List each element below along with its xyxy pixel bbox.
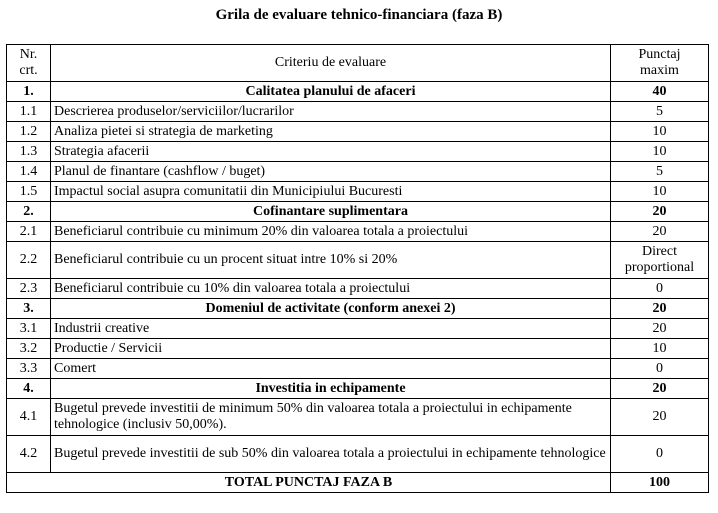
row-number: 2.2 bbox=[7, 242, 51, 279]
header-nr bbox=[7, 45, 51, 82]
row-criterion: Impactul social asupra comunitatii din Municipiului Bucuresti bbox=[51, 182, 611, 202]
header-punctaj-line1: Punctaj bbox=[638, 47, 681, 62]
row-points: 20 bbox=[611, 399, 709, 436]
evaluation-table bbox=[6, 44, 709, 493]
total-label: TOTAL PUNCTAJ FAZA B bbox=[7, 473, 611, 493]
row-points: 10 bbox=[611, 122, 709, 142]
row-criterion: Analiza pietei si strategia de marketing bbox=[51, 122, 611, 142]
header-punctaj-line2: maxim bbox=[640, 63, 679, 78]
row-criterion: Bugetul prevede investitii de minimum 50% din valoarea totala a proiectului in echipamente tehnologice (inclusiv 50,00%). bbox=[51, 399, 611, 436]
row-points: 20 bbox=[611, 379, 709, 399]
row-points: 0 bbox=[611, 436, 709, 473]
row-points: 20 bbox=[611, 319, 709, 339]
row-number: 2. bbox=[7, 202, 51, 222]
row-points: 0 bbox=[611, 279, 709, 299]
total-points: 100 bbox=[611, 473, 709, 493]
table-row bbox=[7, 436, 709, 473]
row-points: 20 bbox=[611, 222, 709, 242]
row-points: 0 bbox=[611, 359, 709, 379]
row-criterion: Comert bbox=[51, 359, 611, 379]
header-punctaj bbox=[611, 45, 709, 82]
row-points: Direct proportional bbox=[611, 242, 709, 279]
row-points: 5 bbox=[611, 162, 709, 182]
table-row bbox=[7, 222, 709, 242]
table-row bbox=[7, 122, 709, 142]
row-points: 10 bbox=[611, 339, 709, 359]
row-criterion: Strategia afacerii bbox=[51, 142, 611, 162]
header-nr-line2: crt. bbox=[19, 63, 38, 78]
table-row bbox=[7, 359, 709, 379]
row-points: 40 bbox=[611, 82, 709, 102]
table-row bbox=[7, 319, 709, 339]
row-number: 2.3 bbox=[7, 279, 51, 299]
section-row bbox=[7, 379, 709, 399]
row-number: 1.5 bbox=[7, 182, 51, 202]
table-row bbox=[7, 162, 709, 182]
table-row bbox=[7, 182, 709, 202]
table-row bbox=[7, 242, 709, 279]
row-points: 10 bbox=[611, 182, 709, 202]
section-row bbox=[7, 82, 709, 102]
row-criterion: Investitia in echipamente bbox=[51, 379, 611, 399]
row-points: 20 bbox=[611, 299, 709, 319]
section-row bbox=[7, 299, 709, 319]
header-criteriu: Criteriu de evaluare bbox=[51, 45, 611, 82]
row-number: 1.1 bbox=[7, 102, 51, 122]
row-criterion: Beneficiarul contribuie cu un procent situat intre 10% si 20% bbox=[51, 242, 611, 279]
row-criterion: Calitatea planului de afaceri bbox=[51, 82, 611, 102]
row-number: 3. bbox=[7, 299, 51, 319]
table-row bbox=[7, 102, 709, 122]
row-criterion: Bugetul prevede investitii de sub 50% din valoarea totala a proiectului in echipamente tehnologice bbox=[51, 436, 611, 473]
row-criterion: Cofinantare suplimentara bbox=[51, 202, 611, 222]
header-nr-line1: Nr. bbox=[19, 47, 38, 62]
row-number: 3.1 bbox=[7, 319, 51, 339]
table-header-row bbox=[7, 45, 709, 82]
row-number: 4. bbox=[7, 379, 51, 399]
row-number: 1.2 bbox=[7, 122, 51, 142]
table-row bbox=[7, 399, 709, 436]
table-row bbox=[7, 339, 709, 359]
row-number: 3.2 bbox=[7, 339, 51, 359]
row-criterion: Industrii creative bbox=[51, 319, 611, 339]
total-row bbox=[7, 473, 709, 493]
table-row bbox=[7, 142, 709, 162]
row-points: 20 bbox=[611, 202, 709, 222]
row-criterion: Descrierea produselor/serviciilor/lucrarilor bbox=[51, 102, 611, 122]
row-points: 5 bbox=[611, 102, 709, 122]
row-number: 1. bbox=[7, 82, 51, 102]
row-number: 1.3 bbox=[7, 142, 51, 162]
row-number: 3.3 bbox=[7, 359, 51, 379]
row-criterion: Beneficiarul contribuie cu minimum 20% din valoarea totala a proiectului bbox=[51, 222, 611, 242]
row-points: 10 bbox=[611, 142, 709, 162]
table-row bbox=[7, 279, 709, 299]
row-criterion: Beneficiarul contribuie cu 10% din valoarea totala a proiectului bbox=[51, 279, 611, 299]
row-criterion: Planul de finantare (cashflow / buget) bbox=[51, 162, 611, 182]
row-number: 2.1 bbox=[7, 222, 51, 242]
row-number: 4.1 bbox=[7, 399, 51, 436]
section-row bbox=[7, 202, 709, 222]
row-number: 1.4 bbox=[7, 162, 51, 182]
document-title: Grila de evaluare tehnico-financiara (faza B) bbox=[215, 7, 503, 23]
row-number: 4.2 bbox=[7, 436, 51, 473]
row-criterion: Domeniul de activitate (conform anexei 2) bbox=[51, 299, 611, 319]
row-criterion: Productie / Servicii bbox=[51, 339, 611, 359]
